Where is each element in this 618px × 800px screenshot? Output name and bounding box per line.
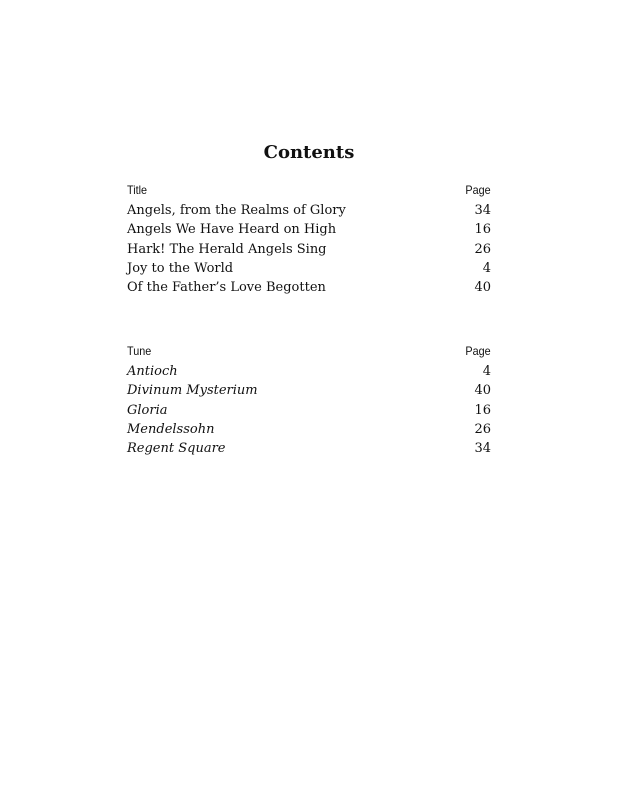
title-entry-page: 34 (474, 203, 491, 218)
title-entry (127, 201, 491, 220)
tune-entry-page: 40 (474, 383, 491, 399)
title-entry-name: Hark! The Herald Angels Sing (127, 241, 327, 257)
tune-entry-name: Antioch (127, 364, 178, 379)
tune-entry-name: Regent Square (127, 441, 226, 457)
title-entry-page: 26 (474, 241, 491, 257)
title-entry-name: Joy to the World (127, 260, 234, 276)
title-entry-name: Angels, from the Realms of Glory (127, 203, 346, 218)
tune-column-header: Tune (127, 344, 152, 358)
titles-index-header (127, 183, 491, 197)
tune-entry-page: 16 (474, 402, 491, 418)
tune-entry-page: 26 (474, 421, 491, 437)
title-entry-name: Of the Father’s Love Begotten (127, 280, 326, 296)
tune-entry-name: Gloria (127, 402, 168, 418)
title-entry-name: Angels We Have Heard on High (127, 222, 337, 238)
tune-entry-page: 4 (482, 364, 491, 379)
title-entry (127, 240, 491, 259)
tune-entry-name: Divinum Mysterium (127, 383, 258, 399)
title-entry-page: 40 (474, 280, 491, 296)
tunes-index (127, 344, 491, 458)
tune-entry (127, 439, 491, 458)
title-entry-page: 4 (482, 260, 491, 276)
page-column-header: Page (465, 344, 491, 358)
tunes-list (127, 362, 491, 458)
titles-index (127, 183, 491, 297)
tune-entry-name: Mendelssohn (127, 421, 215, 437)
page-column-header: Page (465, 183, 491, 197)
titles-list (127, 201, 491, 297)
tune-entry (127, 362, 491, 381)
tune-entry-page: 34 (474, 441, 491, 457)
title-entry (127, 259, 491, 278)
title-entry-page: 16 (474, 222, 491, 238)
tune-entry (127, 381, 491, 400)
title-entry (127, 220, 491, 239)
page-title: Contents (263, 142, 355, 163)
tune-entry (127, 401, 491, 420)
title-entry (127, 278, 491, 297)
title-column-header: Title (127, 183, 148, 197)
tunes-index-header (127, 344, 491, 358)
tune-entry (127, 420, 491, 439)
